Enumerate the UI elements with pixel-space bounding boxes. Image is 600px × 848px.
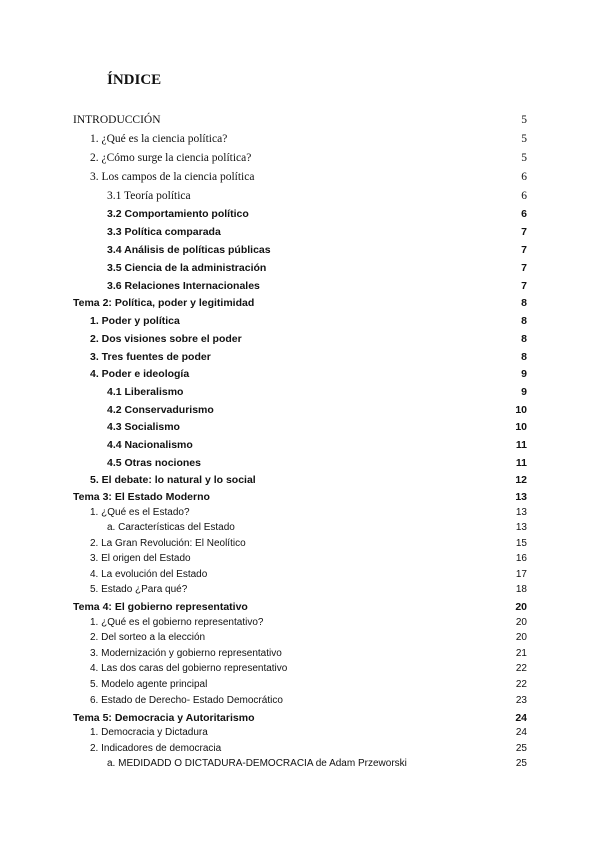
toc-entry-page: 20 <box>515 601 527 613</box>
toc-entry-label: Tema 4: El gobierno representativo <box>73 601 248 613</box>
toc-entry-page: 20 <box>515 632 527 643</box>
toc-entry-page: 18 <box>515 584 527 595</box>
toc-entry-page: 8 <box>521 351 527 363</box>
toc-entry-page: 21 <box>515 648 527 659</box>
toc-entry-label: 2. Dos visiones sobre el poder <box>90 333 242 345</box>
toc-entry-page: 13 <box>515 507 527 518</box>
toc-entry-page: 15 <box>515 538 527 549</box>
toc-entry-label: Tema 3: El Estado Moderno <box>73 491 210 503</box>
toc-entry-label: 1. ¿Qué es la ciencia política? <box>90 133 228 145</box>
toc-entry-page: 13 <box>515 491 527 503</box>
toc-entry-label: 2. Del sorteo a la elección <box>90 632 206 643</box>
toc-entry-label: 2. ¿Cómo surge la ciencia política? <box>90 152 252 164</box>
toc-entry-page: 20 <box>515 617 527 628</box>
toc-entry-label: 3.3 Política comparada <box>107 226 221 238</box>
toc-entry-label: 5. Modelo agente principal <box>90 679 208 690</box>
toc-entry-page: 6 <box>521 171 527 183</box>
toc-entry-label: INTRODUCCIÓN <box>73 114 161 126</box>
toc-entry-page: 11 <box>515 457 527 469</box>
toc-entry-label: 3.5 Ciencia de la administración <box>107 262 267 274</box>
toc-entry-label: 3. El origen del Estado <box>90 553 191 564</box>
toc-entry-label: 4.3 Socialismo <box>107 421 180 433</box>
toc-entry-label: 2. La Gran Revolución: El Neolítico <box>90 538 246 549</box>
toc-entry-label: 3.1 Teoría política <box>107 190 191 202</box>
toc-entry-label: 4.1 Liberalismo <box>107 386 184 398</box>
page-title: ÍNDICE <box>107 72 162 88</box>
toc-entry-label: Tema 5: Democracia y Autoritarismo <box>73 712 255 724</box>
toc-entry-page: 25 <box>515 743 527 754</box>
toc-entry-label: 3.4 Análisis de políticas públicas <box>107 244 271 256</box>
toc-entry-label: 1. Poder y política <box>90 315 180 327</box>
toc-entry-page: 5 <box>521 114 527 126</box>
toc-entry-page: 8 <box>521 333 527 345</box>
toc-entry-label: 6. Estado de Derecho- Estado Democrático <box>90 695 283 706</box>
toc-entry-page: 24 <box>515 727 527 738</box>
toc-entry-label: 5. El debate: lo natural y lo social <box>90 474 256 486</box>
toc-entry-page: 23 <box>515 695 527 706</box>
toc-entry-page: 10 <box>515 404 527 416</box>
toc-entry-page: 17 <box>515 569 527 580</box>
toc-entry-page: 7 <box>521 226 527 238</box>
toc-entry-page: 5 <box>521 133 527 145</box>
toc-entry-label: 1. ¿Qué es el Estado? <box>90 507 190 518</box>
toc-entry-label: 1. Democracia y Dictadura <box>90 727 208 738</box>
toc-entry-label: 4. Poder e ideología <box>90 368 190 380</box>
toc-entry-label: 3.6 Relaciones Internacionales <box>107 280 260 292</box>
toc-entry-label: 3. Los campos de la ciencia política <box>90 171 255 183</box>
toc-entry-page: 10 <box>515 421 527 433</box>
toc-entry-label: a. MEDIDADD O DICTADURA-DEMOCRACIA de Adam Przeworski <box>107 758 407 769</box>
toc-entry-page: 7 <box>521 262 527 274</box>
toc-entry-page: 24 <box>515 712 527 724</box>
toc-entry-label: 4. La evolución del Estado <box>90 569 208 580</box>
toc-entry-page: 7 <box>521 280 527 292</box>
toc-entry-page: 8 <box>521 315 527 327</box>
toc-entry-label: a. Características del Estado <box>107 522 235 533</box>
toc-entry-page: 22 <box>515 663 527 674</box>
toc-entry-page: 16 <box>515 553 527 564</box>
toc-entry-page: 6 <box>521 190 527 202</box>
toc-entry-page: 12 <box>515 474 527 486</box>
toc-entry-page: 7 <box>521 244 527 256</box>
toc-entry-page: 9 <box>521 368 527 380</box>
toc-entry-page: 6 <box>521 208 527 220</box>
toc-entry-label: 4.2 Conservadurismo <box>107 404 214 416</box>
toc-entry-label: 2. Indicadores de democracia <box>90 743 222 754</box>
toc-entry-page: 22 <box>515 679 527 690</box>
toc-entry-label: 3.2 Comportamiento político <box>107 208 249 220</box>
toc-entry-page: 25 <box>515 758 527 769</box>
toc-entry-label: 4.5 Otras nociones <box>107 457 201 469</box>
toc-entry-page: 9 <box>521 386 527 398</box>
toc-entry-page: 5 <box>521 152 527 164</box>
toc-entry-label: 4.4 Nacionalismo <box>107 439 193 451</box>
toc-entry-label: 1. ¿Qué es el gobierno representativo? <box>90 617 264 628</box>
toc-entry-page: 8 <box>521 297 527 309</box>
toc-entry-label: 5. Estado ¿Para qué? <box>90 584 188 595</box>
toc-entry-label: 3. Tres fuentes de poder <box>90 351 211 363</box>
toc-entry-page: 13 <box>515 522 527 533</box>
toc-entry-label: 3. Modernización y gobierno representativo <box>90 648 282 659</box>
toc-entry-label: Tema 2: Política, poder y legitimidad <box>73 297 255 309</box>
toc-entry-label: 4. Las dos caras del gobierno representativo <box>90 663 288 674</box>
toc-entry-page: 11 <box>515 439 527 451</box>
